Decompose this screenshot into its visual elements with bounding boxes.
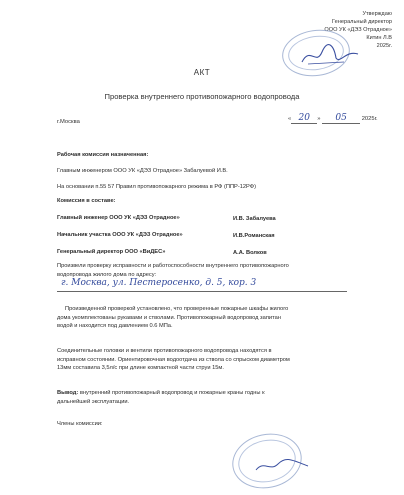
date-month: 05 <box>322 113 360 124</box>
paragraph-condition <box>57 347 357 373</box>
check-statement-line2: водопровода жилого дома по адресу: <box>57 272 157 278</box>
member-role: Генеральный директор ООО «ВиДЕС» <box>57 249 166 255</box>
approval-heading: Утверждаю <box>362 11 392 17</box>
member-role: Начальник участка ООО УК «ДЭЗ Отрадное» <box>57 232 183 238</box>
paragraph-line: 13мм составила 3,5л/с при длине компактной части струи 15м. <box>57 365 224 372</box>
conclusion-label: Вывод: <box>57 390 79 396</box>
commission-composition-label: Комиссия в составе: <box>57 198 116 204</box>
commission-appointed-by: Главным инженером ООО УК «ДЭЗ Отрадное» Забалуевой И.В. <box>57 168 228 174</box>
paragraph-line: водой и находится под давлением 0.6 МПа. <box>57 323 173 330</box>
approval-position: Генеральный директор <box>332 19 392 25</box>
paragraph-line: Соединительные головки и вентили противопожарного водопровода находятся в <box>57 348 272 354</box>
member-role: Главный инженер ООО УК «ДЭЗ Отрадное» <box>57 215 180 221</box>
paragraph-line: дома укомплектованы рукавами и стволами. Противопожарный водопровод запитан <box>57 314 281 321</box>
document-date: « 20 » 05 2025г. <box>288 113 378 123</box>
paragraph-line: Произведенной проверкой установлено, что проверенные пожарные шкафы жилого <box>65 306 289 312</box>
approval-name: Китин Л.В <box>366 35 392 41</box>
document-title: АКТ <box>193 68 211 77</box>
address-handwritten: г. Москва, ул. Пестеросенко, д. 5, кор. 3 <box>61 278 257 288</box>
check-statement-line1: Произвели проверку исправности и работоспособности внутреннего противопожарного <box>57 263 289 269</box>
member-name: А.А. Волков <box>233 250 267 256</box>
date-day: 20 <box>291 113 317 124</box>
commission-members-label: Члены комиссии: <box>57 421 103 427</box>
paragraph-line: исправном состоянии. Ориентировочная водоотдача из ствола со спрыском диаметром <box>57 356 290 363</box>
approval-year: 2025г. <box>376 43 392 49</box>
member-signature <box>252 454 312 476</box>
member-name: И.В. Забалуева <box>233 216 276 222</box>
commission-basis: На основании п.55 57 Правил противопожарного режима в РФ (ППР-12РФ) <box>57 184 256 190</box>
conclusion-line <box>57 389 357 398</box>
director-signature <box>300 42 360 68</box>
paragraph-conclusion <box>57 389 357 406</box>
paragraph-inspection <box>57 305 357 331</box>
conclusion-line: дальнейшей эксплуатации. <box>57 398 130 405</box>
commission-heading: Рабочая комиссия назначенная: <box>57 152 149 158</box>
date-year: 2025г. <box>361 116 378 122</box>
member-name: И.В.Романская <box>233 233 275 239</box>
document-place: г.Москва <box>57 119 80 125</box>
address-field <box>57 278 347 292</box>
approval-company: ООО УК «ДЭЗ Отрадное» <box>324 27 392 33</box>
conclusion-text: внутренний противопожарный водопровод и пожарные краны годны к <box>78 390 265 396</box>
document-subtitle: Проверка внутреннего противопожарного водопровода <box>104 92 300 101</box>
